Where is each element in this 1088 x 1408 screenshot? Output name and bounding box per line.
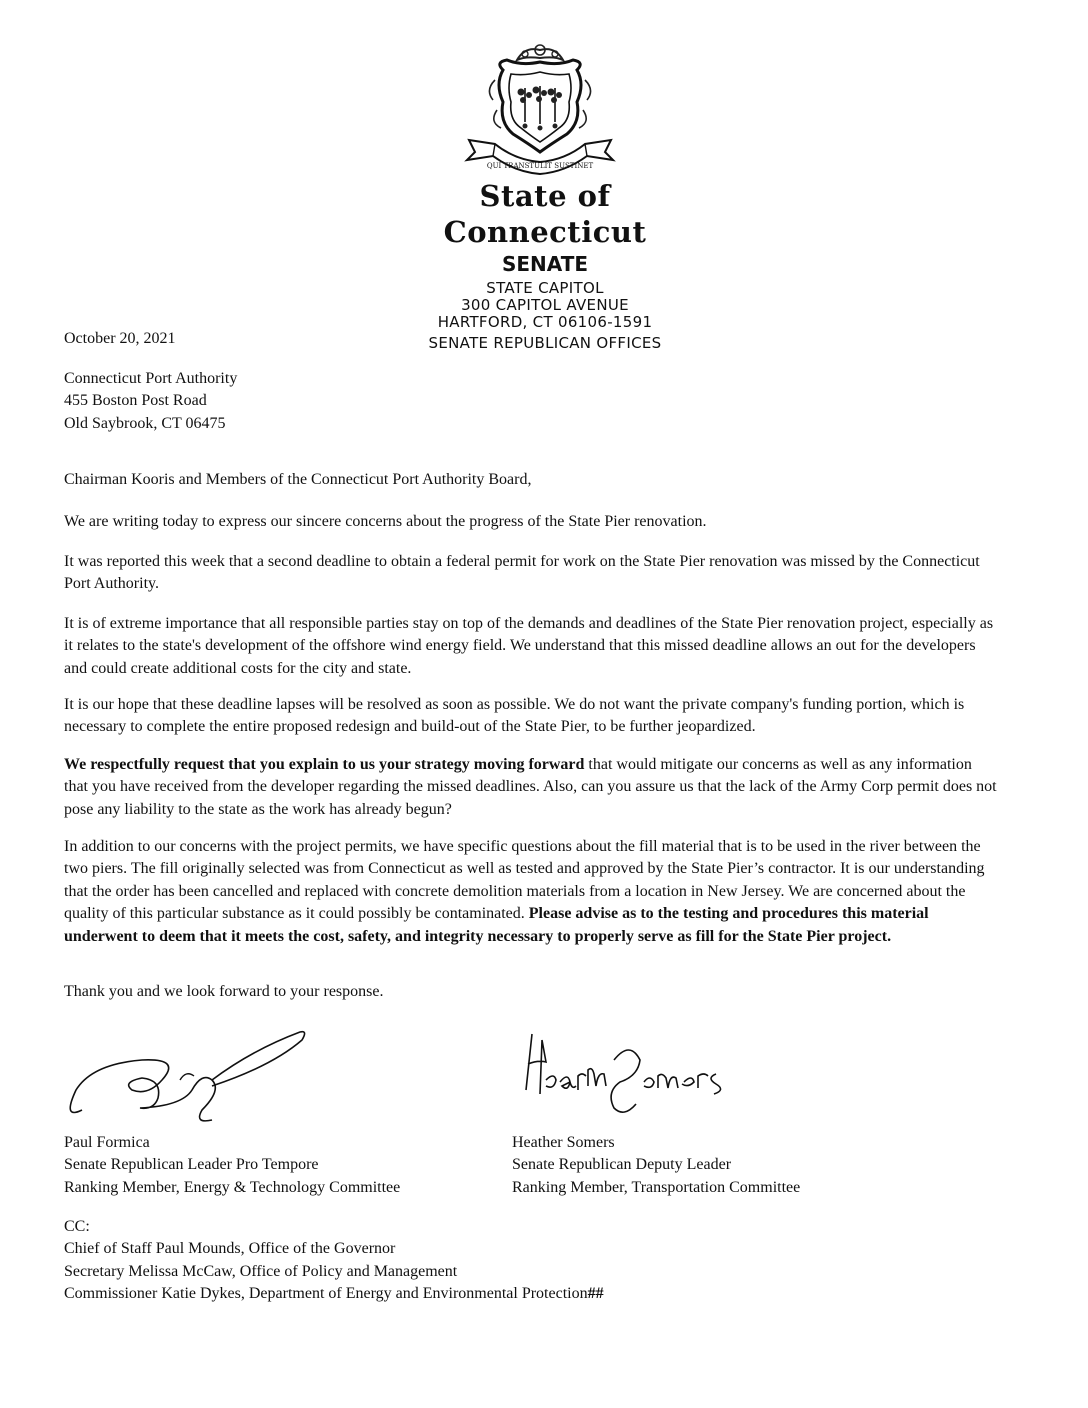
paragraph-5-rest: that would mitigate our concerns as well as any information that you have received from the developer regarding the missed deadlines. Also, can you assure us that the lack of the Army Corp permit does not pose any liability to the state as the work has already begun? [64, 756, 997, 818]
salutation-text: Chairman Kooris and Members of the Connecticut Port Authority Board, [64, 471, 532, 488]
letterhead [380, 178, 710, 352]
address-line-3: HARTFORD, CT 06106-1591 [437, 313, 653, 331]
signature-paul-formica [62, 1020, 312, 1130]
closing [64, 981, 999, 1003]
paragraph-6-text [64, 836, 999, 948]
paragraph-5-text [64, 754, 999, 821]
paragraph-1 [64, 511, 999, 533]
cc-line-1: Chief of Staff Paul Mounds, Office of the Governor [64, 1240, 396, 1258]
letter-date [64, 328, 999, 350]
closing-text: Thank you and we look forward to your response. [64, 983, 384, 1000]
signatory-2-title: Senate Republican Deputy Leader [512, 1156, 732, 1174]
recipient-address [64, 368, 999, 435]
paragraph-4-text: It is our hope that these deadline lapses will be resolved as soon as possible. We do not want the private company's funding portion, which is necessary to complete the entire proposed redesign and build-out of the State Pier, to be further jeopardized. [64, 696, 965, 736]
signature-heather-somers [520, 1020, 750, 1120]
paragraph-3 [64, 613, 999, 680]
paragraph-3-text: It is of extreme importance that all responsible parties stay on top of the demands and deadlines of the State Pier renovation project, especially as it relates to the state's development of the offshore wind energy field. We understand that this missed deadline allows an out for the developers and could create additional costs for the city and state. [64, 615, 994, 677]
date-text: October 20, 2021 [64, 330, 176, 347]
signatory-1-role: Ranking Member, Energy & Technology Committee [64, 1178, 401, 1196]
seal-motto: QUI TRANSTULIT SUSTINET [486, 162, 594, 170]
cc-block [64, 1216, 604, 1306]
paragraph-5 [64, 754, 999, 821]
paragraph-6-bold: Please advise as to the testing and procedures this material underwent to deem that it meets the cost, safety, and integrity necessary to properly serve as fill for the State Pier project. [64, 905, 929, 945]
paragraph-4 [64, 694, 999, 739]
chamber-name: SENATE [501, 252, 589, 276]
paragraph-6-regular: In addition to our concerns with the project permits, we have specific questions about the fill material that is to be used in the river between the two piers. The fill originally selected was from Connecticut as well as tested and approved by the State Pier’s contractor. It is our understanding that the order has been cancelled and replaced with concrete demolition materials from a location in New Jersey. We are concerned about the quality of this particular substance as it could possibly be contaminated. [64, 838, 985, 923]
signatory-2-name: Heather Somers [512, 1134, 615, 1151]
cc-line-3-text: Commissioner Katie Dykes, Department of Energy and Environmental Protection [64, 1285, 588, 1303]
paragraph-5-bold: We respectfully request that you explain to us your strategy moving forward [64, 756, 585, 773]
paragraph-2 [64, 551, 999, 596]
address-line-2: 300 CAPITOL AVENUE [461, 296, 629, 314]
signatory-1-block [64, 1132, 400, 1199]
state-title: State of Connecticut [443, 179, 647, 249]
paragraph-1-text: We are writing today to express our sincere concerns about the progress of the State Pier renovation. [64, 513, 707, 530]
paragraph-2-text: It was reported this week that a second deadline to obtain a federal permit for work on the State Pier renovation was missed by the Connecticut Port Authority. [64, 553, 980, 593]
recipient-street: 455 Boston Post Road [64, 392, 207, 410]
paragraph-6 [64, 836, 999, 948]
end-mark: ## [587, 1285, 604, 1303]
recipient-city: Old Saybrook, CT 06475 [64, 414, 226, 432]
salutation [64, 469, 999, 491]
cc-label: CC: [64, 1218, 90, 1235]
signatory-1-name: Paul Formica [64, 1134, 150, 1151]
connecticut-seal-icon [455, 40, 625, 180]
cc-line-2: Secretary Melissa McCaw, Office of Policy and Management [64, 1262, 458, 1280]
address-line-1: STATE CAPITOL [486, 279, 604, 297]
signatory-2-role: Ranking Member, Transportation Committee [512, 1178, 801, 1196]
cc-line-3 [64, 1283, 604, 1305]
signatory-2-block [512, 1132, 800, 1199]
signatory-1-title: Senate Republican Leader Pro Tempore [64, 1156, 319, 1174]
recipient-name: Connecticut Port Authority [64, 370, 238, 387]
office-name: SENATE REPUBLICAN OFFICES [428, 334, 662, 352]
